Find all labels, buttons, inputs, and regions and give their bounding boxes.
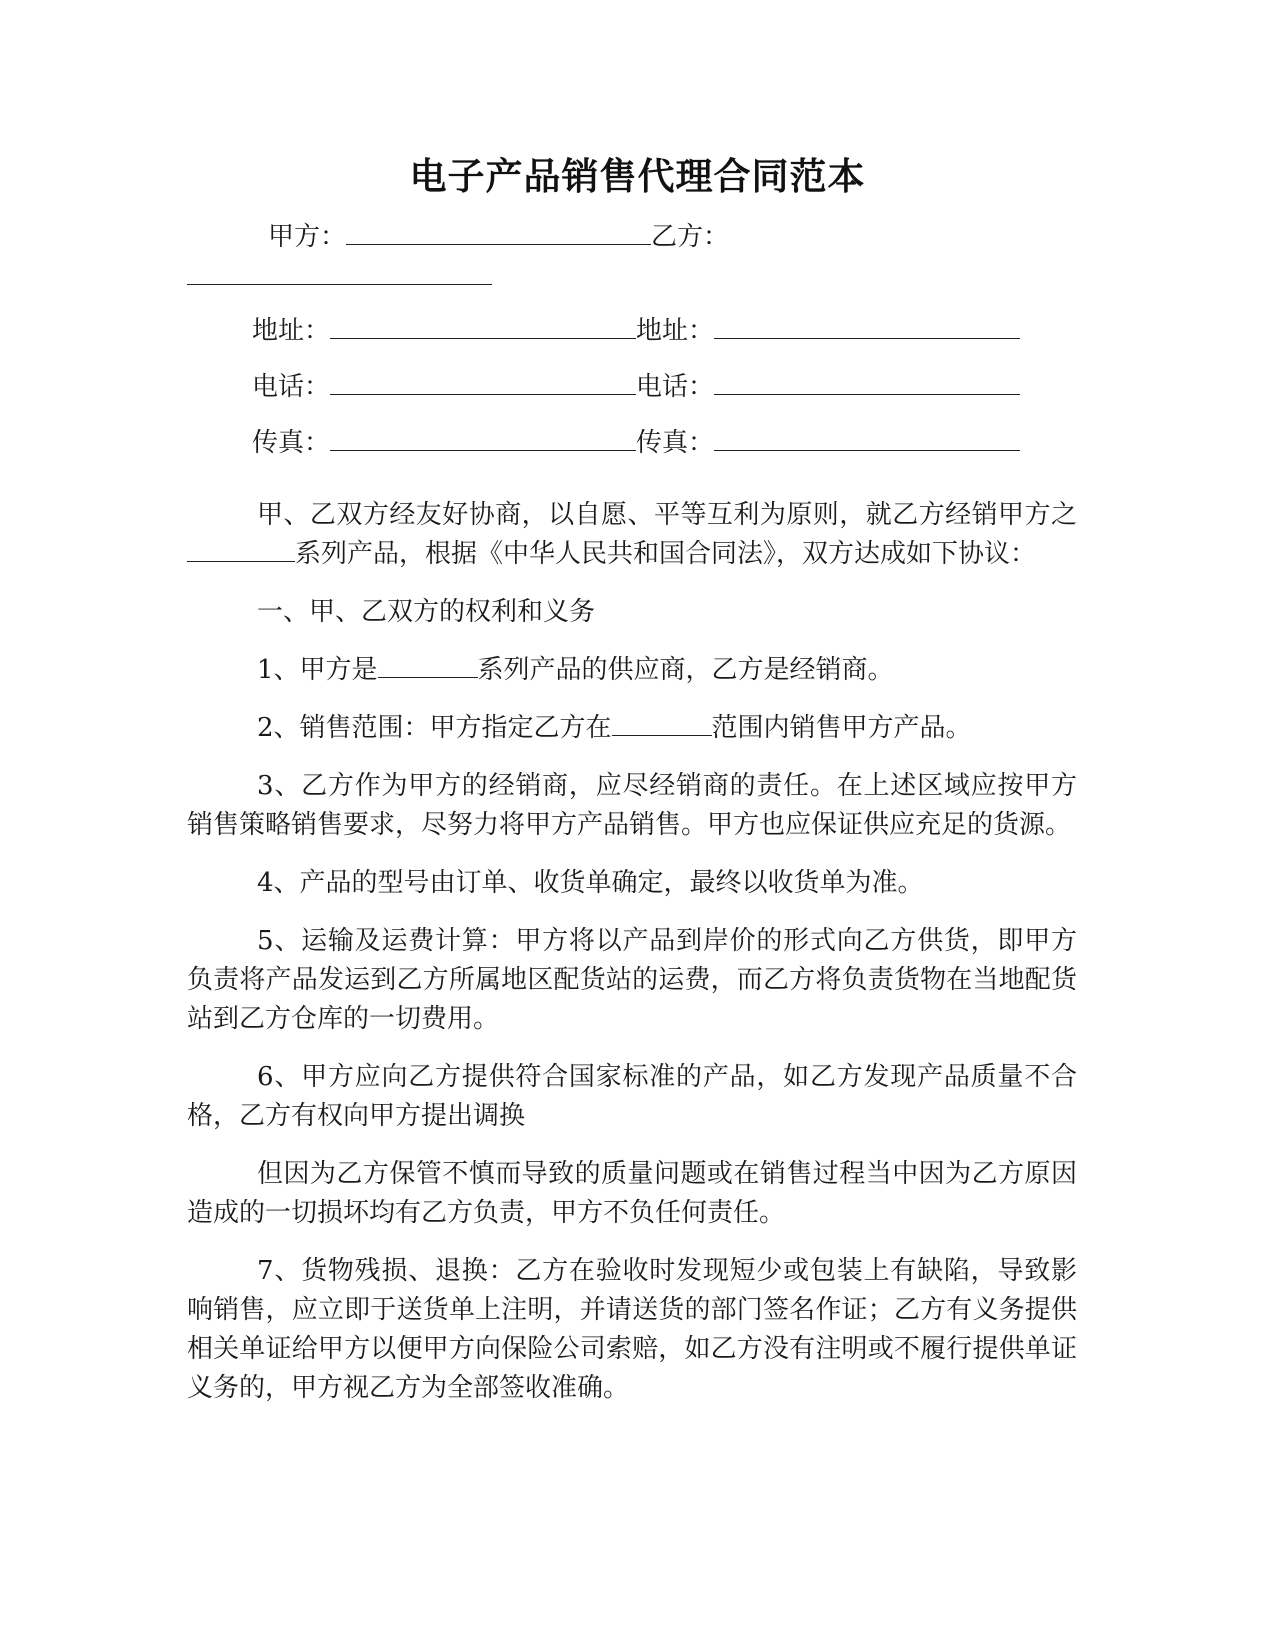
product-series-blank bbox=[187, 535, 295, 562]
fax-a-blank bbox=[330, 422, 636, 451]
party-a-label: 甲方： bbox=[268, 222, 347, 252]
intro-text-2: 系列产品，根据《中华人民共和国合同法》，双方达成如下协议： bbox=[295, 539, 1037, 569]
fax-b-label: 传真： bbox=[636, 428, 715, 458]
clause-2-text-b: 范围内销售甲方产品。 bbox=[711, 713, 972, 743]
party-b-blank-row bbox=[187, 256, 492, 297]
document-title: 电子产品销售代理合同范本 bbox=[409, 155, 866, 198]
intro-paragraph bbox=[187, 496, 1077, 574]
clause-1-blank bbox=[378, 651, 478, 678]
clause-7: 7、货物残损、退换：乙方在验收时发现短少或包装上有缺陷，导致影响销售，应立即于送货单上注明，并请送货的部门签名作证；乙方有义务提供相关单证给甲方以便甲方向保险公司索赔，如乙方没有注明或不履行提供单证义务的，甲方视乙方为全部签收准确。 bbox=[187, 1256, 1077, 1403]
section-heading-1: 一、甲、乙双方的权利和义务 bbox=[257, 597, 596, 627]
clause-1-text-b: 系列产品的供应商，乙方是经销商。 bbox=[477, 655, 894, 685]
address-a-label: 地址： bbox=[252, 316, 331, 346]
address-b-blank bbox=[714, 310, 1020, 339]
phone-b-label: 电话： bbox=[636, 372, 715, 402]
clause-4: 4、产品的型号由订单、收货单确定，最终以收货单为准。 bbox=[257, 868, 924, 898]
clause-1 bbox=[187, 651, 1077, 690]
clause-5: 5、运输及运费计算：甲方将以产品到岸价的形式向乙方供货，即甲方负责将产品发运到乙方所属地区配货站的运费，而乙方将负责货物在当地配货站到乙方仓库的一切费用。 bbox=[187, 926, 1077, 1034]
fax-b-blank bbox=[714, 422, 1020, 451]
clause-6: 6、甲方应向乙方提供符合国家标准的产品，如乙方发现产品质量不合格，乙方有权向甲方提出调换 bbox=[187, 1062, 1077, 1131]
phone-a-label: 电话： bbox=[252, 372, 331, 402]
phone-row bbox=[252, 366, 1020, 407]
phone-b-blank bbox=[714, 366, 1020, 395]
clause-3: 3、乙方作为甲方的经销商，应尽经销商的责任。在上述区域应按甲方销售策略销售要求，尽努力将甲方产品销售。甲方也应保证供应充足的货源。 bbox=[187, 771, 1077, 840]
party-b-blank bbox=[187, 256, 492, 285]
address-a-blank bbox=[330, 310, 636, 339]
party-b-label: 乙方： bbox=[651, 222, 730, 252]
party-a-blank bbox=[346, 216, 651, 245]
clause-2-blank bbox=[612, 709, 712, 736]
clause-2 bbox=[187, 709, 1077, 748]
fax-a-label: 传真： bbox=[252, 428, 331, 458]
contract-body bbox=[187, 496, 1077, 1427]
fax-row bbox=[252, 422, 1020, 463]
phone-a-blank bbox=[330, 366, 636, 395]
address-b-label: 地址： bbox=[636, 316, 715, 346]
party-row bbox=[268, 216, 729, 257]
clause-6-continued: 但因为乙方保管不慎而导致的质量问题或在销售过程当中因为乙方原因造成的一切损坏均有乙方负责，甲方不负任何责任。 bbox=[187, 1159, 1077, 1228]
clause-2-text-a: 2、销售范围：甲方指定乙方在 bbox=[257, 713, 612, 743]
address-row bbox=[252, 310, 1020, 351]
intro-text-1: 甲、乙双方经友好协商，以自愿、平等互利为原则，就乙方经销甲方之 bbox=[257, 500, 1077, 530]
clause-1-text-a: 1、甲方是 bbox=[257, 655, 378, 685]
